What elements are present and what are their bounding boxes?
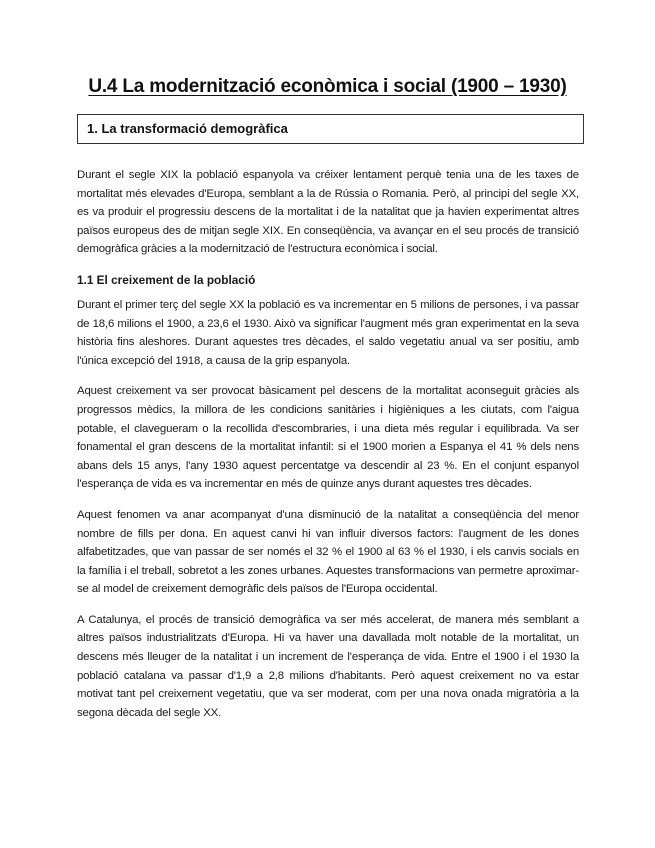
document-body: [77, 166, 579, 734]
paragraph-natality: Aquest fenomen va anar acompanyat d'una disminució de la natalitat a conseqüència del menor nombre de fills per dona. En aquest canvi hi van influir diversos factors: l'augment de les dones alfabetitzades, que van passar de ser només el 32 % el 1900 al 63 % el 1930, i els canvis socials en la família i el treball, sobretot a les zones urbanes. Aquestes transformacions van permetre aproximar-se al model de creixement demogràfic dels països de l'Europa occidental.: [77, 508, 579, 596]
page-title: U.4 La modernització econòmica i social (1900 – 1930): [88, 76, 567, 97]
paragraph-catalunya: A Catalunya, el procés de transició demogràfica va ser més accelerat, de manera més semblant a altres països industrialitzats d'Europa. Hi va haver una davallada molt notable de la mortalitat, un descens més lleuger de la natalitat i un increment de l'esperança de vida. Entre el 1900 i el 1930 la població catalana va passar d'1,9 a 2,8 milions d'habitants. Però aquest creixement no va estar motivat tant pel creixement vegetatiu, que va ser moderat, com per una nova onada migratòria a la segona dècada del segle XX.: [77, 613, 579, 719]
paragraph-growth: Durant el primer terç del segle XX la població es va incrementar en 5 milions de persones, i va passar de 18,6 milions el 1900, a 23,6 el 1930. Això va significar l'augment més gran experimentat en la seva història fins aleshores. Durant aquestes tres dècades, el saldo vegetatiu anual va ser positiu, amb l'única excepció del 1918, a causa de la grip espanyola.: [77, 298, 579, 367]
section-heading-box: [77, 114, 584, 144]
section-heading: 1. La transformació demogràfica: [87, 121, 288, 136]
paragraph-mortality: Aquest creixement va ser provocat bàsicament pel descens de la mortalitat aconseguit gràcies als progressos mèdics, la millora de les condicions sanitàries i higièniques a les ciutats, com l'aigua potable, el clavegueram o la recollida d'escombraries, i una dieta més regular i equilibrada. Va ser fonamental el gran descens de la mortalitat infantil: si el 1900 morien a Espanya el 41 % dels nens abans dels 15 anys, l'any 1930 aquest percentatge va descendir al 23 %. En el conjunt espanyol l'esperança de vida es va incrementar en més de quinze anys durant aquestes tres dècades.: [77, 385, 579, 491]
subsection-heading: 1.1 El creixement de la població: [77, 272, 256, 287]
intro-paragraph: Durant el segle XIX la població espanyola va créixer lentament perquè tenia una de les taxes de mortalitat més elevades d'Europa, semblant a la de Rússia o Romania. Però, al principi del segle XX, es va produir el progressiu descens de la mortalitat i de la natalitat que ja havien experimentat altres països europeus des de mitjan segle XIX. En conseqüència, va avançar en el seu procés de transició demogràfica gràcies a la modernització de l'estructura econòmica i social.: [77, 169, 579, 256]
